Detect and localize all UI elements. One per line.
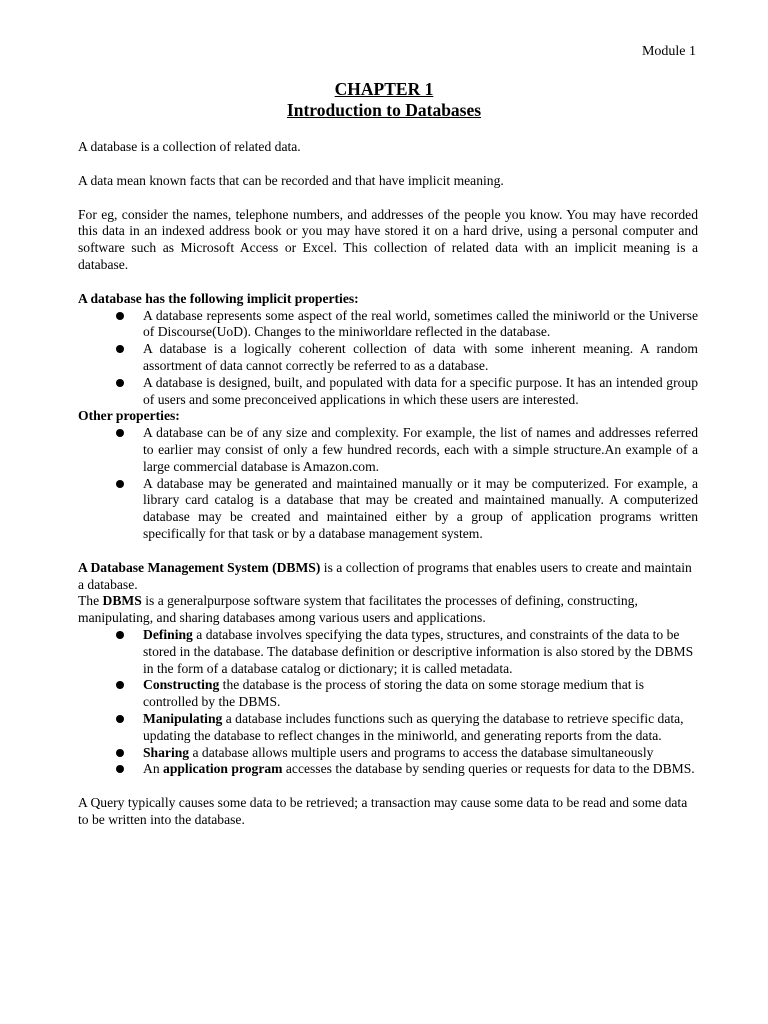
list-item: A database can be of any size and complexity. For example, the list of names and addresses referred to earlier may consist of only a few hundred records, each with a simple structure.An example of a large commercial database is Amazon.com.: [78, 425, 698, 475]
list-item: A database may be generated and maintained manually or it may be computerized. For example, a library card catalog is a database that may be created and maintained manually. A computerized database may be created and maintained either by a group of application programs written specifically for that task or by a database management system.: [78, 476, 698, 543]
intro-paragraph-3: For eg, consider the names, telephone numbers, and addresses of the people you know. You may have recorded this data in an indexed address book or you may have stored it on a hard drive, using a personal computer and software such as Microsoft Access or Excel. This collection of related data with an implicit meaning is a database.: [78, 206, 698, 272]
list-item: Constructing the database is the process of storing the data on some storage medium that is controlled by the DBMS.: [78, 677, 698, 711]
other-properties-list: [78, 425, 698, 543]
bullet-icon: [116, 681, 124, 689]
dbms-definition: A Database Management System (DBMS) is a collection of programs that enables users to create and maintain a database.: [78, 559, 692, 592]
list-item: A database is a logically coherent collection of data with some inherent meaning. A random assortment of data cannot correctly be referred to as a database.: [78, 341, 698, 375]
bullet-icon: [116, 480, 124, 488]
chapter-subtitle: Introduction to Databases: [286, 100, 482, 120]
intro-paragraph-1: A database is a collection of related data.: [78, 139, 301, 154]
bullet-icon: [116, 345, 124, 353]
implicit-properties-heading: A database has the following implicit properties:: [78, 290, 359, 306]
list-item: A database represents some aspect of the real world, sometimes called the miniworld or the Universe of Discourse(UoD). Changes to the miniworldare reflected in the database.: [78, 308, 698, 342]
implicit-properties-list: [78, 308, 698, 409]
chapter-heading: [0, 79, 768, 121]
bullet-icon: [116, 379, 124, 387]
module-label: Module 1: [641, 44, 696, 59]
dbms-functions-list: [78, 627, 698, 778]
bullet-icon: [116, 715, 124, 723]
bullet-icon: [116, 312, 124, 320]
other-properties-heading: Other properties:: [78, 408, 180, 424]
intro-paragraph-2: A data mean known facts that can be recorded and that have implicit meaning.: [78, 172, 504, 188]
dbms-description: The DBMS is a generalpurpose software system that facilitates the processes of defining, constructing, manipulating, and sharing databases among various users and applications.: [78, 593, 638, 626]
closing-paragraph: A Query typically causes some data to be retrieved; a transaction may cause some data to be read and some data to be written into the database.: [78, 795, 688, 827]
bullet-icon: [116, 749, 124, 757]
chapter-title: CHAPTER 1: [334, 79, 434, 99]
bullet-icon: [116, 429, 124, 437]
list-item: An application program accesses the database by sending queries or requests for data to the DBMS.: [78, 761, 698, 778]
list-item: Manipulating a database includes functions such as querying the database to retrieve specific data, updating the database to reflect changes in the miniworld, and generating reports from the data.: [78, 711, 698, 745]
body-content: [78, 139, 698, 829]
list-item: Sharing a database allows multiple users and programs to access the database simultaneously: [78, 745, 698, 762]
bullet-icon: [116, 631, 124, 639]
list-item: A database is designed, built, and populated with data for a specific purpose. It has an intended group of users and some preconceived applications in which these users are interested.: [78, 375, 698, 409]
list-item: Defining a database involves specifying the data types, structures, and constraints of the data to be stored in the database. The database definition or descriptive information is also stored by the DBMS in the form of a database catalog or dictionary; it is called metadata.: [78, 627, 698, 677]
bullet-icon: [116, 765, 124, 773]
